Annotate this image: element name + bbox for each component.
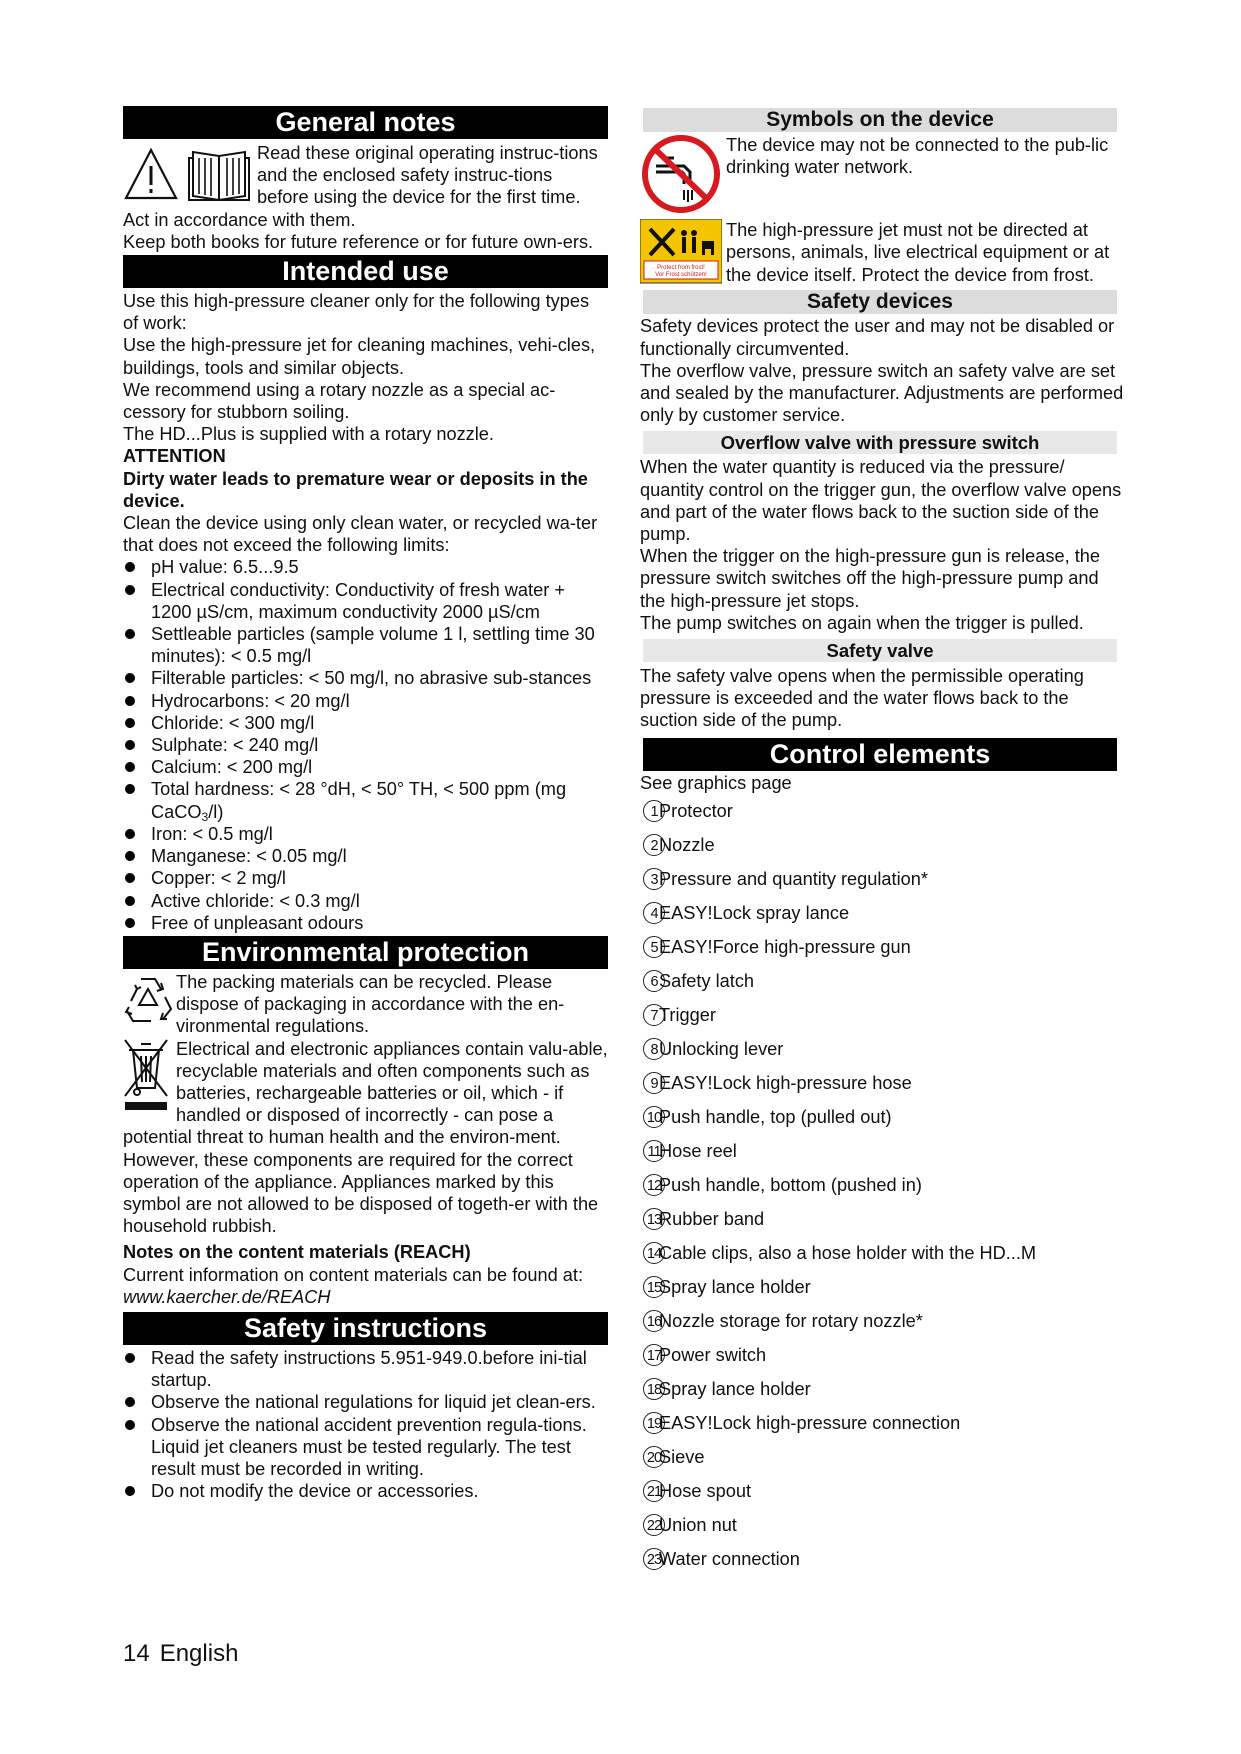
- frost-label-2: Vor Frost schützen!: [655, 272, 707, 279]
- list-item: Observe the national accident prevention regula-tions. Liquid jet cleaners must be tested regularly. The test result must be recorded in writing.: [123, 1414, 608, 1481]
- item-label: Pressure and quantity regulation*: [659, 868, 928, 889]
- attention-label: ATTENTION: [123, 446, 226, 467]
- list-item: [643, 1440, 1125, 1474]
- list-item: [643, 828, 1125, 862]
- frost-label-1: Protect from frost!: [657, 265, 705, 272]
- item-number-badge: 13: [643, 1208, 665, 1230]
- list-item: [643, 1236, 1125, 1270]
- item-label: Spray lance holder: [659, 1276, 811, 1297]
- jet-text: The high-pressure jet must not be directed at persons, animals, live electrical equipment or at the device itself. Protect the device from frost.: [726, 220, 1110, 285]
- list-item: [123, 778, 608, 822]
- environmental-heading: Environmental protection: [123, 936, 608, 969]
- list-item: [643, 930, 1125, 964]
- list-item: pH value: 6.5...9.5: [123, 556, 608, 578]
- list-item: [643, 1406, 1125, 1440]
- item-number-badge: 8: [643, 1038, 665, 1060]
- general-notes-text-b: Keep both books for future reference or for future own-ers.: [123, 231, 594, 252]
- list-item: [643, 1134, 1125, 1168]
- list-item: [643, 794, 1125, 828]
- recycle-icon-box: [123, 971, 176, 1037]
- list-item: Iron: < 0.5 mg/l: [123, 823, 608, 845]
- safety-devices-para-2: The overflow valve, pressure switch an safety valve are set and sealed by the manufacturer. Adjustments are performed only by customer service.: [640, 360, 1124, 426]
- control-elements-list: [640, 794, 1125, 1576]
- list-item: [643, 1270, 1125, 1304]
- list-item: [643, 1338, 1125, 1372]
- reach-text: Current information on content materials can be found at:: [123, 1264, 583, 1285]
- recycle-icon: [123, 971, 173, 1025]
- list-item: Observe the national regulations for liquid jet clean-ers.: [123, 1391, 608, 1413]
- list-item: [643, 1304, 1125, 1338]
- limits-intro: Clean the device using only clean water, or recycled wa-ter that does not exceed the following limits:: [123, 513, 598, 556]
- reach-link[interactable]: www.kaercher.de/REACH: [123, 1286, 331, 1307]
- crossed-bin-icon: [123, 1038, 169, 1112]
- item-number-badge: 17: [643, 1344, 665, 1366]
- safety-devices-para-1: Safety devices protect the user and may not be disabled or functionally circumvented.: [640, 316, 1115, 359]
- item-number-badge: 23: [643, 1548, 665, 1570]
- control-elements-heading: Control elements: [643, 738, 1117, 771]
- list-item: Read the safety instructions 5.951-949.0.before ini-tial startup.: [123, 1347, 608, 1391]
- list-item: Manganese: < 0.05 mg/l: [123, 845, 608, 867]
- recycle-text: The packing materials can be recycled. Please dispose of packaging in accordance with the en-vironmental regulations.: [176, 971, 565, 1037]
- list-item: [643, 998, 1125, 1032]
- safety-instructions-heading: Safety instructions: [123, 1312, 608, 1345]
- item-number-badge: 20: [643, 1446, 665, 1468]
- overflow-para-3: The pump switches on again when the trigger is pulled.: [640, 612, 1084, 633]
- intended-use-para-3: We recommend using a rotary nozzle as a special ac-cessory for stubborn soiling.: [123, 379, 556, 423]
- left-column: [123, 106, 608, 1502]
- item-label: Push handle, top (pulled out): [659, 1106, 892, 1127]
- item-number-badge: 9: [643, 1072, 665, 1094]
- list-item: Filterable particles: < 50 mg/l, no abrasive sub-stances: [123, 667, 608, 689]
- overflow-valve-body: [640, 456, 1125, 634]
- item-number-badge: 2: [643, 834, 665, 856]
- page-number: 14: [123, 1640, 150, 1667]
- item-label: Cable clips, also a hose holder with the HD...M: [659, 1242, 1037, 1263]
- item-number-badge: 3: [643, 868, 665, 890]
- item-label: Hose spout: [659, 1480, 752, 1501]
- list-item: [643, 964, 1125, 998]
- reach-heading: Notes on the content materials (REACH): [123, 1242, 471, 1263]
- list-item: [643, 1372, 1125, 1406]
- item-number-badge: 6: [643, 970, 665, 992]
- page-footer: [123, 1640, 248, 1668]
- symbol-row-jet: [640, 219, 1125, 290]
- list-item: Electrical conductivity: Conductivity of fresh water + 1200 µS/cm, maximum conductivity 2000 µS/cm: [123, 579, 608, 623]
- item-label: Trigger: [659, 1004, 716, 1025]
- safety-valve-text: The safety valve opens when the permissible operating pressure is exceeded and the water flows back to the suction side of the pump.: [640, 666, 1084, 731]
- item-label: EASY!Force high-pressure gun: [659, 936, 911, 957]
- list-item: [643, 1474, 1125, 1508]
- symbols-body: [640, 134, 1125, 290]
- item-label: Union nut: [659, 1514, 737, 1535]
- hardness-subscript: 3: [201, 809, 209, 824]
- weee-icon-box: [123, 1038, 176, 1116]
- attention-text: Dirty water leads to premature wear or deposits in the device.: [123, 468, 588, 511]
- symbol-row-drinking-water: [640, 134, 1125, 219]
- item-label: Sieve: [659, 1446, 705, 1467]
- general-notes-heading: General notes: [123, 106, 608, 139]
- item-number-badge: 15: [643, 1276, 665, 1298]
- general-notes-body: [123, 142, 608, 253]
- item-number-badge: 14: [643, 1242, 665, 1264]
- overflow-para-2: When the trigger on the high-pressure gun is release, the pressure switch switches off the high-pressure pump and the high-pressure jet stops.: [640, 546, 1101, 611]
- overflow-para-1: When the water quantity is reduced via the pressure/ quantity control on the trigger gun, the overflow valve opens and part of the water flows back to the suction side of the pump.: [640, 457, 1122, 545]
- list-item: [643, 1542, 1125, 1576]
- item-number-badge: 1: [643, 800, 665, 822]
- reach-paragraph: [123, 1264, 608, 1308]
- item-label: Nozzle storage for rotary nozzle*: [659, 1310, 923, 1331]
- intended-use-para-2: Use the high-pressure jet for cleaning machines, vehi-cles, buildings, tools and similar objects.: [123, 335, 596, 378]
- list-item: [643, 862, 1125, 896]
- limits-list: [123, 556, 608, 933]
- list-item: [643, 1066, 1125, 1100]
- item-label: EASY!Lock high-pressure connection: [659, 1412, 961, 1433]
- item-number-badge: 19: [643, 1412, 665, 1434]
- general-notes-text-a: Read these original operating instruc-tions and the enclosed safety instruc-tions before using the device for the first time. Act in accordance with them.: [123, 143, 598, 230]
- item-label: Hose reel: [659, 1140, 737, 1161]
- item-label: Nozzle: [659, 834, 715, 855]
- no-drinking-text: The device may not be connected to the pub-lic drinking water network.: [726, 135, 1109, 178]
- item-label: Power switch: [659, 1344, 767, 1365]
- item-number-badge: 5: [643, 936, 665, 958]
- item-label: Unlocking lever: [659, 1038, 784, 1059]
- item-label: Spray lance holder: [659, 1378, 811, 1399]
- item-label: Protector: [659, 800, 733, 821]
- general-notes-icons: [123, 142, 257, 208]
- list-item: [643, 1100, 1125, 1134]
- list-item: [643, 1032, 1125, 1066]
- item-number-badge: 11: [643, 1140, 665, 1162]
- hardness-end: /l): [208, 801, 224, 822]
- list-item: Sulphate: < 240 mg/l: [123, 734, 608, 756]
- intended-use-heading: Intended use: [123, 255, 608, 288]
- item-number-badge: 12: [643, 1174, 665, 1196]
- item-label: Rubber band: [659, 1208, 765, 1229]
- item-number-badge: 7: [643, 1004, 665, 1026]
- list-item: Calcium: < 200 mg/l: [123, 756, 608, 778]
- item-number-badge: 10: [643, 1106, 665, 1128]
- manual-book-icon: [189, 152, 249, 200]
- list-item: Active chloride: < 0.3 mg/l: [123, 890, 608, 912]
- overflow-valve-heading: Overflow valve with pressure switch: [643, 431, 1117, 454]
- list-item: Chloride: < 300 mg/l: [123, 712, 608, 734]
- hardness-text: Total hardness: < 28 °dH, < 50° TH, < 500 ppm (mg CaCO: [151, 779, 567, 822]
- list-item: [643, 1168, 1125, 1202]
- list-item: Copper: < 2 mg/l: [123, 867, 608, 889]
- item-label: Safety latch: [659, 970, 755, 991]
- item-label: Water connection: [659, 1548, 800, 1569]
- list-item: Hydrocarbons: < 20 mg/l: [123, 690, 608, 712]
- item-label: Push handle, bottom (pushed in): [659, 1174, 922, 1195]
- safety-instructions-list: [123, 1347, 608, 1502]
- item-number-badge: 22: [643, 1514, 665, 1536]
- item-label: EASY!Lock high-pressure hose: [659, 1072, 912, 1093]
- no-drinking-water-icon: [640, 134, 722, 214]
- item-number-badge: 4: [643, 902, 665, 924]
- list-item: Do not modify the device or accessories.: [123, 1480, 608, 1502]
- intended-use-para-1: Use this high-pressure cleaner only for the following types of work:: [123, 291, 590, 334]
- weee-text: Electrical and electronic appliances contain valu-able, recyclable materials and often components such as batteries, rechargeable batteries or oil, which - if handled or disposed of incorrectly - can pose a potential threat to human health and the environ-ment. However, these components are required for the correct operation of the appliance. Appliances marked by this symbol are not allowed to be disposed of togeth-er with the household rubbish.: [123, 1038, 608, 1237]
- jet-warning-icon: [640, 219, 722, 285]
- intended-use-para-4: The HD...Plus is supplied with a rotary nozzle.: [123, 424, 494, 445]
- list-item: Free of unpleasant odours: [123, 912, 608, 934]
- list-item: Settleable particles (sample volume 1 l, settling time 30 minutes): < 0.5 mg/l: [123, 623, 608, 667]
- safety-devices-heading: Safety devices: [643, 290, 1117, 314]
- list-item: [643, 896, 1125, 930]
- list-item: [643, 1508, 1125, 1542]
- symbols-heading: Symbols on the device: [643, 108, 1117, 132]
- right-column: [640, 106, 1125, 1576]
- item-label: EASY!Lock spray lance: [659, 902, 850, 923]
- warning-triangle-icon: [123, 142, 257, 208]
- intended-use-body: [123, 290, 608, 934]
- control-elements-intro: See graphics page: [640, 772, 792, 793]
- item-number-badge: 18: [643, 1378, 665, 1400]
- environmental-body: [123, 971, 608, 1308]
- safety-devices-body: [640, 315, 1125, 426]
- item-number-badge: 21: [643, 1480, 665, 1502]
- footer-language: English: [159, 1640, 239, 1667]
- list-item: [643, 1202, 1125, 1236]
- item-number-badge: 16: [643, 1310, 665, 1332]
- safety-valve-heading: Safety valve: [643, 639, 1117, 662]
